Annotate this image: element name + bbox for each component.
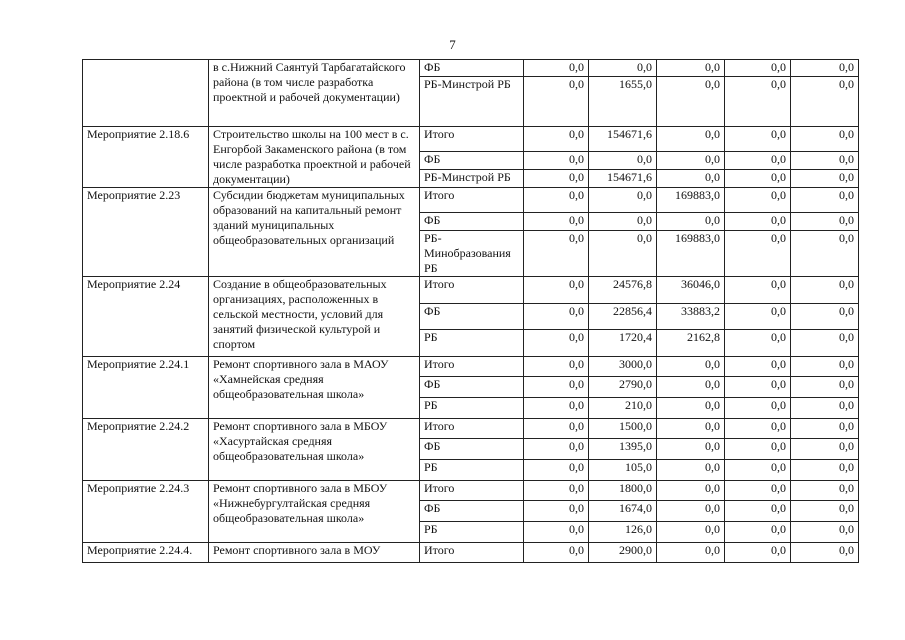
funding-source: Итого bbox=[420, 357, 524, 377]
amount-cell: 1655,0 bbox=[589, 77, 657, 127]
amount-cell: 154671,6 bbox=[589, 127, 657, 152]
funding-source: Итого bbox=[420, 419, 524, 439]
amount-cell: 0,0 bbox=[524, 188, 589, 213]
amount-cell: 0,0 bbox=[791, 481, 859, 501]
amount-cell: 0,0 bbox=[791, 60, 859, 77]
amount-cell: 0,0 bbox=[725, 481, 791, 501]
measure-description: Ремонт спортивного зала в МБОУ «Нижнебургултайская средняя общеобразовательная школа» bbox=[209, 481, 420, 543]
amount-cell: 0,0 bbox=[657, 501, 725, 522]
measure-label: Мероприятие 2.23 bbox=[83, 188, 209, 277]
amount-cell: 0,0 bbox=[791, 377, 859, 398]
amount-cell: 0,0 bbox=[725, 213, 791, 231]
measure-description: Ремонт спортивного зала в МОУ bbox=[209, 543, 420, 563]
amount-cell: 3000,0 bbox=[589, 357, 657, 377]
amount-cell: 0,0 bbox=[725, 501, 791, 522]
amount-cell: 1395,0 bbox=[589, 439, 657, 460]
amount-cell: 0,0 bbox=[589, 231, 657, 277]
amount-cell: 0,0 bbox=[791, 231, 859, 277]
funding-source: Итого bbox=[420, 543, 524, 563]
amount-cell: 0,0 bbox=[791, 188, 859, 213]
funding-source: Итого bbox=[420, 127, 524, 152]
amount-cell: 0,0 bbox=[524, 377, 589, 398]
amount-cell: 154671,6 bbox=[589, 170, 657, 188]
amount-cell: 0,0 bbox=[791, 501, 859, 522]
amount-cell: 0,0 bbox=[657, 460, 725, 481]
amount-cell: 2162,8 bbox=[657, 330, 725, 357]
measure-label: Мероприятие 2.24.2 bbox=[83, 419, 209, 481]
amount-cell: 0,0 bbox=[791, 522, 859, 543]
amount-cell: 0,0 bbox=[657, 213, 725, 231]
amount-cell: 0,0 bbox=[657, 377, 725, 398]
funding-source: ФБ bbox=[420, 213, 524, 231]
measure-label: Мероприятие 2.24.1 bbox=[83, 357, 209, 419]
amount-cell: 169883,0 bbox=[657, 231, 725, 277]
measure-label: Мероприятие 2.18.6 bbox=[83, 127, 209, 188]
page-number: 7 bbox=[449, 37, 456, 52]
amount-cell: 0,0 bbox=[791, 357, 859, 377]
funding-source: РБ-Минобразования РБ bbox=[420, 231, 524, 277]
table-row bbox=[83, 127, 859, 152]
amount-cell: 0,0 bbox=[589, 213, 657, 231]
amount-cell: 0,0 bbox=[725, 460, 791, 481]
amount-cell: 0,0 bbox=[589, 60, 657, 77]
amount-cell: 0,0 bbox=[791, 460, 859, 481]
measure-description: Строительство школы на 100 мест в с. Енгорбой Закаменского района (в том числе разработка проектной и рабочей документации) bbox=[209, 127, 420, 188]
funding-source: ФБ bbox=[420, 152, 524, 170]
amount-cell: 0,0 bbox=[524, 170, 589, 188]
funding-source: РБ bbox=[420, 398, 524, 419]
amount-cell: 0,0 bbox=[791, 419, 859, 439]
amount-cell: 0,0 bbox=[725, 304, 791, 330]
funding-source: Итого bbox=[420, 277, 524, 304]
table-row bbox=[83, 277, 859, 304]
measure-label bbox=[83, 60, 209, 127]
amount-cell: 0,0 bbox=[657, 419, 725, 439]
amount-cell: 0,0 bbox=[524, 231, 589, 277]
measure-label: Мероприятие 2.24.3 bbox=[83, 481, 209, 543]
amount-cell: 0,0 bbox=[725, 439, 791, 460]
amount-cell: 0,0 bbox=[657, 522, 725, 543]
amount-cell: 0,0 bbox=[657, 170, 725, 188]
funding-source: ФБ bbox=[420, 377, 524, 398]
amount-cell: 0,0 bbox=[725, 398, 791, 419]
amount-cell: 2790,0 bbox=[589, 377, 657, 398]
amount-cell: 0,0 bbox=[524, 330, 589, 357]
measure-description: Субсидии бюджетам муниципальных образований на капитальный ремонт зданий муниципальных общеобразовательных организаций bbox=[209, 188, 420, 277]
amount-cell: 0,0 bbox=[791, 127, 859, 152]
amount-cell: 0,0 bbox=[657, 60, 725, 77]
amount-cell: 0,0 bbox=[657, 481, 725, 501]
funding-source: РБ-Минстрой РБ bbox=[420, 170, 524, 188]
funding-source: ФБ bbox=[420, 439, 524, 460]
amount-cell: 36046,0 bbox=[657, 277, 725, 304]
amount-cell: 0,0 bbox=[524, 277, 589, 304]
amount-cell: 0,0 bbox=[791, 77, 859, 127]
amount-cell: 1500,0 bbox=[589, 419, 657, 439]
amount-cell: 0,0 bbox=[725, 170, 791, 188]
amount-cell: 0,0 bbox=[725, 377, 791, 398]
amount-cell: 0,0 bbox=[524, 481, 589, 501]
funding-source: ФБ bbox=[420, 60, 524, 77]
funding-source: РБ bbox=[420, 330, 524, 357]
amount-cell: 0,0 bbox=[791, 304, 859, 330]
funding-source: РБ bbox=[420, 460, 524, 481]
amount-cell: 0,0 bbox=[791, 213, 859, 231]
amount-cell: 0,0 bbox=[524, 127, 589, 152]
table-row bbox=[83, 357, 859, 377]
amount-cell: 0,0 bbox=[725, 152, 791, 170]
funding-source: ФБ bbox=[420, 304, 524, 330]
amount-cell: 0,0 bbox=[791, 543, 859, 563]
amount-cell: 0,0 bbox=[657, 77, 725, 127]
funding-source: ФБ bbox=[420, 501, 524, 522]
amount-cell: 0,0 bbox=[725, 330, 791, 357]
amount-cell: 0,0 bbox=[524, 213, 589, 231]
budget-table bbox=[82, 59, 859, 563]
amount-cell: 0,0 bbox=[791, 152, 859, 170]
table-row bbox=[83, 60, 859, 77]
amount-cell: 0,0 bbox=[524, 77, 589, 127]
amount-cell: 0,0 bbox=[657, 152, 725, 170]
amount-cell: 0,0 bbox=[524, 398, 589, 419]
amount-cell: 210,0 bbox=[589, 398, 657, 419]
amount-cell: 0,0 bbox=[657, 357, 725, 377]
amount-cell: 0,0 bbox=[657, 543, 725, 563]
amount-cell: 0,0 bbox=[524, 357, 589, 377]
table-row bbox=[83, 188, 859, 213]
amount-cell: 24576,8 bbox=[589, 277, 657, 304]
measure-label: Мероприятие 2.24.4. bbox=[83, 543, 209, 563]
amount-cell: 0,0 bbox=[791, 170, 859, 188]
table-body bbox=[83, 60, 859, 563]
funding-source: РБ-Минстрой РБ bbox=[420, 77, 524, 127]
table-row bbox=[83, 543, 859, 563]
amount-cell: 0,0 bbox=[791, 439, 859, 460]
amount-cell: 33883,2 bbox=[657, 304, 725, 330]
amount-cell: 0,0 bbox=[589, 152, 657, 170]
amount-cell: 0,0 bbox=[657, 398, 725, 419]
amount-cell: 0,0 bbox=[791, 330, 859, 357]
amount-cell: 105,0 bbox=[589, 460, 657, 481]
amount-cell: 169883,0 bbox=[657, 188, 725, 213]
amount-cell: 0,0 bbox=[725, 543, 791, 563]
amount-cell: 0,0 bbox=[791, 398, 859, 419]
amount-cell: 1674,0 bbox=[589, 501, 657, 522]
amount-cell: 0,0 bbox=[524, 152, 589, 170]
amount-cell: 1720,4 bbox=[589, 330, 657, 357]
amount-cell: 0,0 bbox=[524, 304, 589, 330]
funding-source: Итого bbox=[420, 481, 524, 501]
amount-cell: 0,0 bbox=[524, 522, 589, 543]
amount-cell: 22856,4 bbox=[589, 304, 657, 330]
amount-cell: 126,0 bbox=[589, 522, 657, 543]
amount-cell: 0,0 bbox=[725, 127, 791, 152]
measure-description: Ремонт спортивного зала в МАОУ «Хамнейская средняя общеобразовательная школа» bbox=[209, 357, 420, 419]
funding-source: РБ bbox=[420, 522, 524, 543]
amount-cell: 2900,0 bbox=[589, 543, 657, 563]
amount-cell: 0,0 bbox=[725, 77, 791, 127]
amount-cell: 0,0 bbox=[524, 439, 589, 460]
amount-cell: 0,0 bbox=[725, 231, 791, 277]
amount-cell: 0,0 bbox=[657, 127, 725, 152]
amount-cell: 0,0 bbox=[725, 419, 791, 439]
amount-cell: 0,0 bbox=[725, 357, 791, 377]
amount-cell: 0,0 bbox=[725, 60, 791, 77]
amount-cell: 0,0 bbox=[657, 439, 725, 460]
amount-cell: 0,0 bbox=[791, 277, 859, 304]
amount-cell: 0,0 bbox=[725, 522, 791, 543]
amount-cell: 0,0 bbox=[524, 60, 589, 77]
measure-description: в с.Нижний Саянтуй Тарбагатайского района (в том числе разработка проектной и рабочей документации) bbox=[209, 60, 420, 127]
amount-cell: 0,0 bbox=[524, 543, 589, 563]
measure-label: Мероприятие 2.24 bbox=[83, 277, 209, 357]
amount-cell: 0,0 bbox=[725, 277, 791, 304]
amount-cell: 0,0 bbox=[524, 501, 589, 522]
measure-description: Создание в общеобразовательных организациях, расположенных в сельской местности, условий для занятий физической культурой и спортом bbox=[209, 277, 420, 357]
amount-cell: 0,0 bbox=[524, 460, 589, 481]
table-row bbox=[83, 481, 859, 501]
amount-cell: 0,0 bbox=[524, 419, 589, 439]
amount-cell: 1800,0 bbox=[589, 481, 657, 501]
table-row bbox=[83, 419, 859, 439]
amount-cell: 0,0 bbox=[725, 188, 791, 213]
amount-cell: 0,0 bbox=[589, 188, 657, 213]
funding-source: Итого bbox=[420, 188, 524, 213]
measure-description: Ремонт спортивного зала в МБОУ «Хасуртайская средняя общеобразовательная школа» bbox=[209, 419, 420, 481]
